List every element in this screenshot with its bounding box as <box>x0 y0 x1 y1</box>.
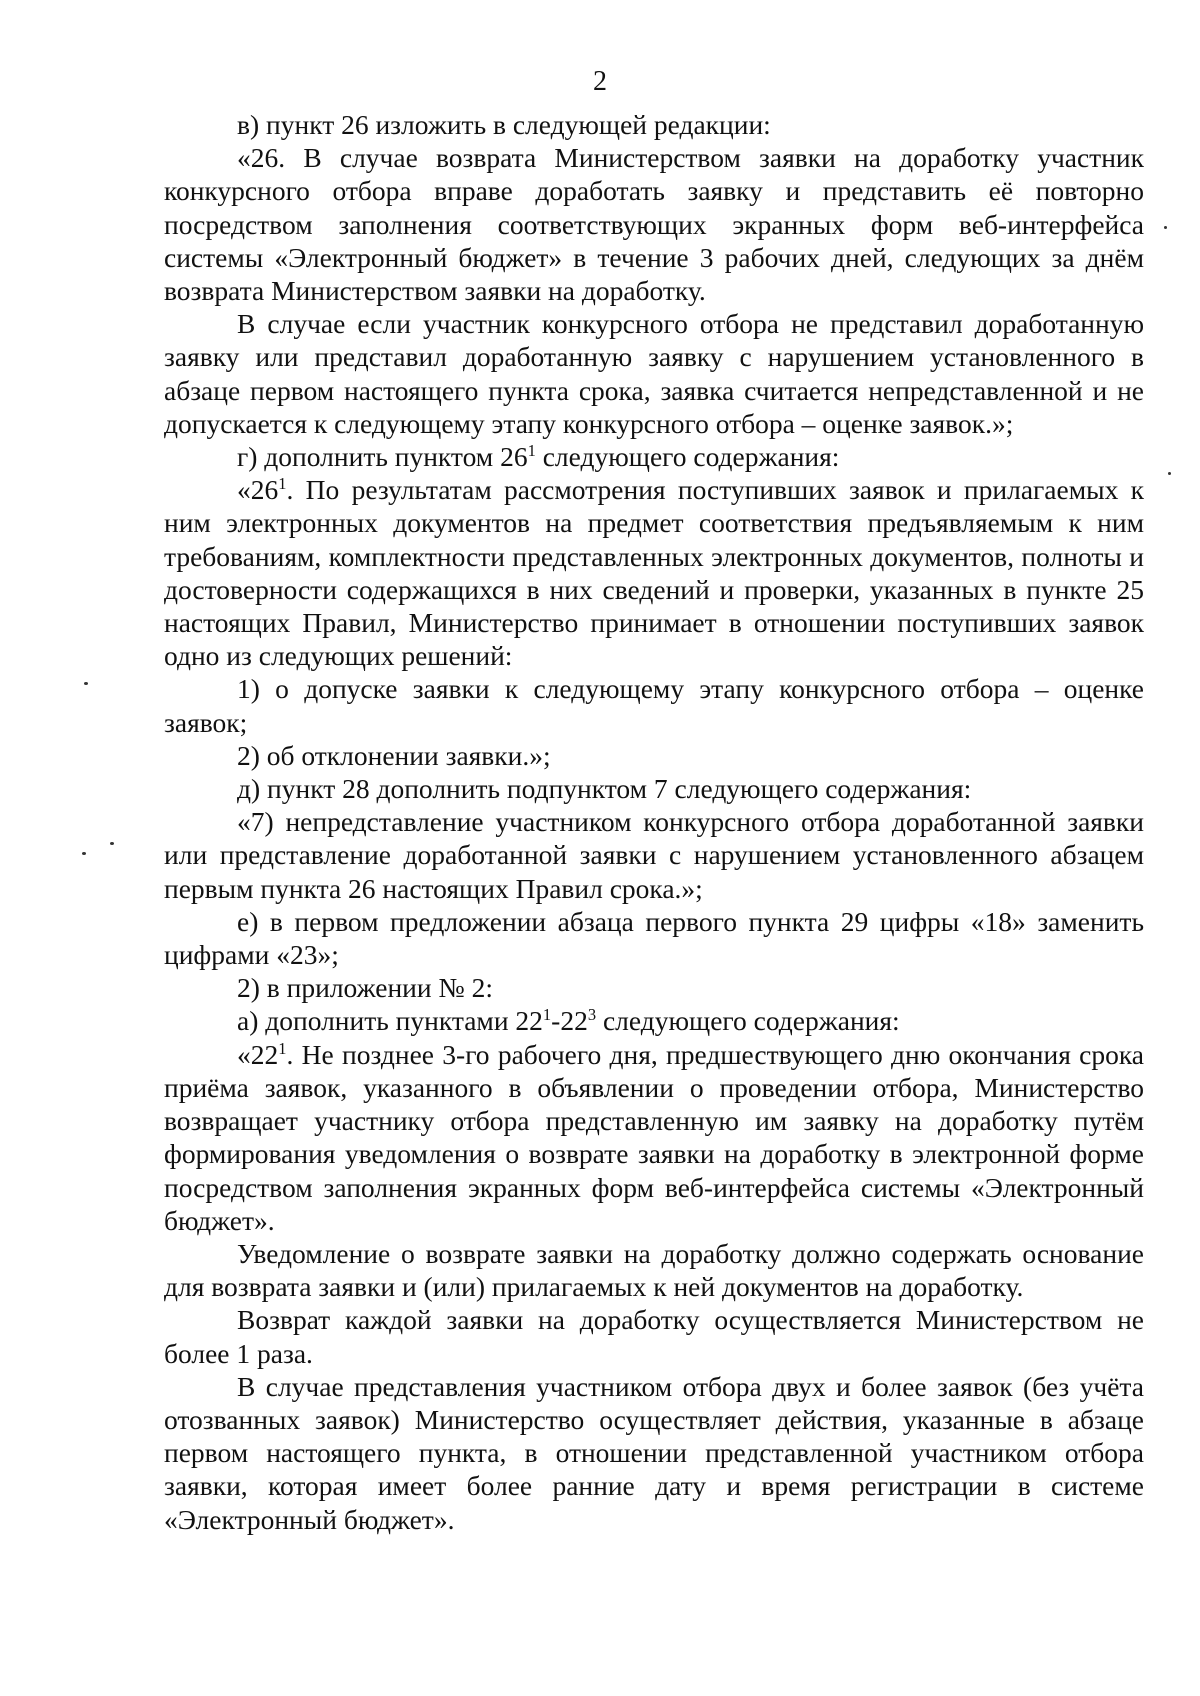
document-body <box>164 108 1144 1536</box>
paragraph: «7) непредставление участником конкурсного отбора доработанной заявки или представление доработанной заявки с нарушением установленного абзацем первым пункта 26 настоящих Правил срока.»; <box>164 806 1144 904</box>
paragraph: «26. В случае возврата Министерством заявки на доработку участник конкурсного отбора вправе доработать заявку и представить её повторно посредством заполнения соответствующих экранных форм веб-интерфейса системы «Электронный бюджет» в течение 3 рабочих дней, следующих за днём возврата Министерством заявки на доработку. <box>164 142 1144 307</box>
paragraph: г) дополнить пунктом $26^1$ следующего содержания: <box>237 440 840 473</box>
superscript: 1 <box>278 474 287 494</box>
paragraph: «$26^1$. По результатам рассмотрения поступивших заявок и прилагаемых к ним электронных документов на предмет соответствия предъявляемым к ним требованиям, комплектности представленных электронных документов, полноты и достоверности содержащихся в них сведений и проверки, указанных в пункте 25 настоящих Правил, Министерство принимает в отношении поступивших заявок одно из следующих решений: <box>164 474 1144 672</box>
scan-speck <box>110 842 114 845</box>
superscript: 3 <box>587 1005 597 1025</box>
paragraph: В случае если участник конкурсного отбора не представил доработанную заявку или представил доработанную заявку с нарушением установленного в абзаце первом настоящего пункта срока, заявка считается непредставленной и не допускается к следующему этапу конкурсного отбора – оценке заявок.»; <box>164 308 1144 439</box>
scan-speck <box>1164 226 1167 229</box>
paragraph: а) дополнить пунктами $22^1-22^3$ следующего содержания: <box>237 1005 900 1037</box>
paragraph: е) в первом предложении абзаца первого пункта 29 цифры «18» заменить цифрами «23»; <box>164 905 1144 971</box>
paragraph: 1) о допуске заявки к следующему этапу конкурсного отбора – оценке заявок; <box>164 673 1144 738</box>
paragraph: Возврат каждой заявки на доработку осуществляется Министерством не более 1 раза. <box>164 1304 1144 1369</box>
paragraph: Уведомление о возврате заявки на доработку должно содержать основание для возврата заявки и (или) прилагаемых к ней документов на доработку. <box>164 1237 1144 1303</box>
paragraph: «$22^1$. Не позднее 3-го рабочего дня, предшествующего дню окончания срока приёма заявок, указанного в объявлении о проведении отбора, Министерство возвращает участнику отбора представленную им заявку на доработку путём формирования уведомления о возврате заявки на доработку в электронной форме посредством заполнения экранных форм веб-интерфейса системы «Электронный бюджет». <box>164 1038 1144 1236</box>
superscript: 1 <box>278 1038 287 1058</box>
paragraph: 2) об отклонении заявки.»; <box>237 739 551 771</box>
scan-speck <box>1168 472 1171 475</box>
superscript: 1 <box>527 440 536 460</box>
page-number: 2 <box>593 66 607 97</box>
scan-speck <box>84 682 88 685</box>
paragraph: д) пункт 28 дополнить подпунктом 7 следующего содержания: <box>237 773 972 805</box>
paragraph: в) пункт 26 изложить в следующей редакции: <box>237 109 771 140</box>
superscript: 1 <box>542 1005 552 1025</box>
scan-speck <box>82 852 86 855</box>
paragraph: В случае представления участником отбора двух и более заявок (без учёта отозванных заявок) Министерство осуществляет действия, указанные в абзаце первом настоящего пункта, в отношении представленной участником отбора заявки, которая имеет более ранние дату и время регистрации в системе «Электронный бюджет». <box>164 1370 1144 1535</box>
paragraph: 2) в приложении № 2: <box>237 972 493 1004</box>
